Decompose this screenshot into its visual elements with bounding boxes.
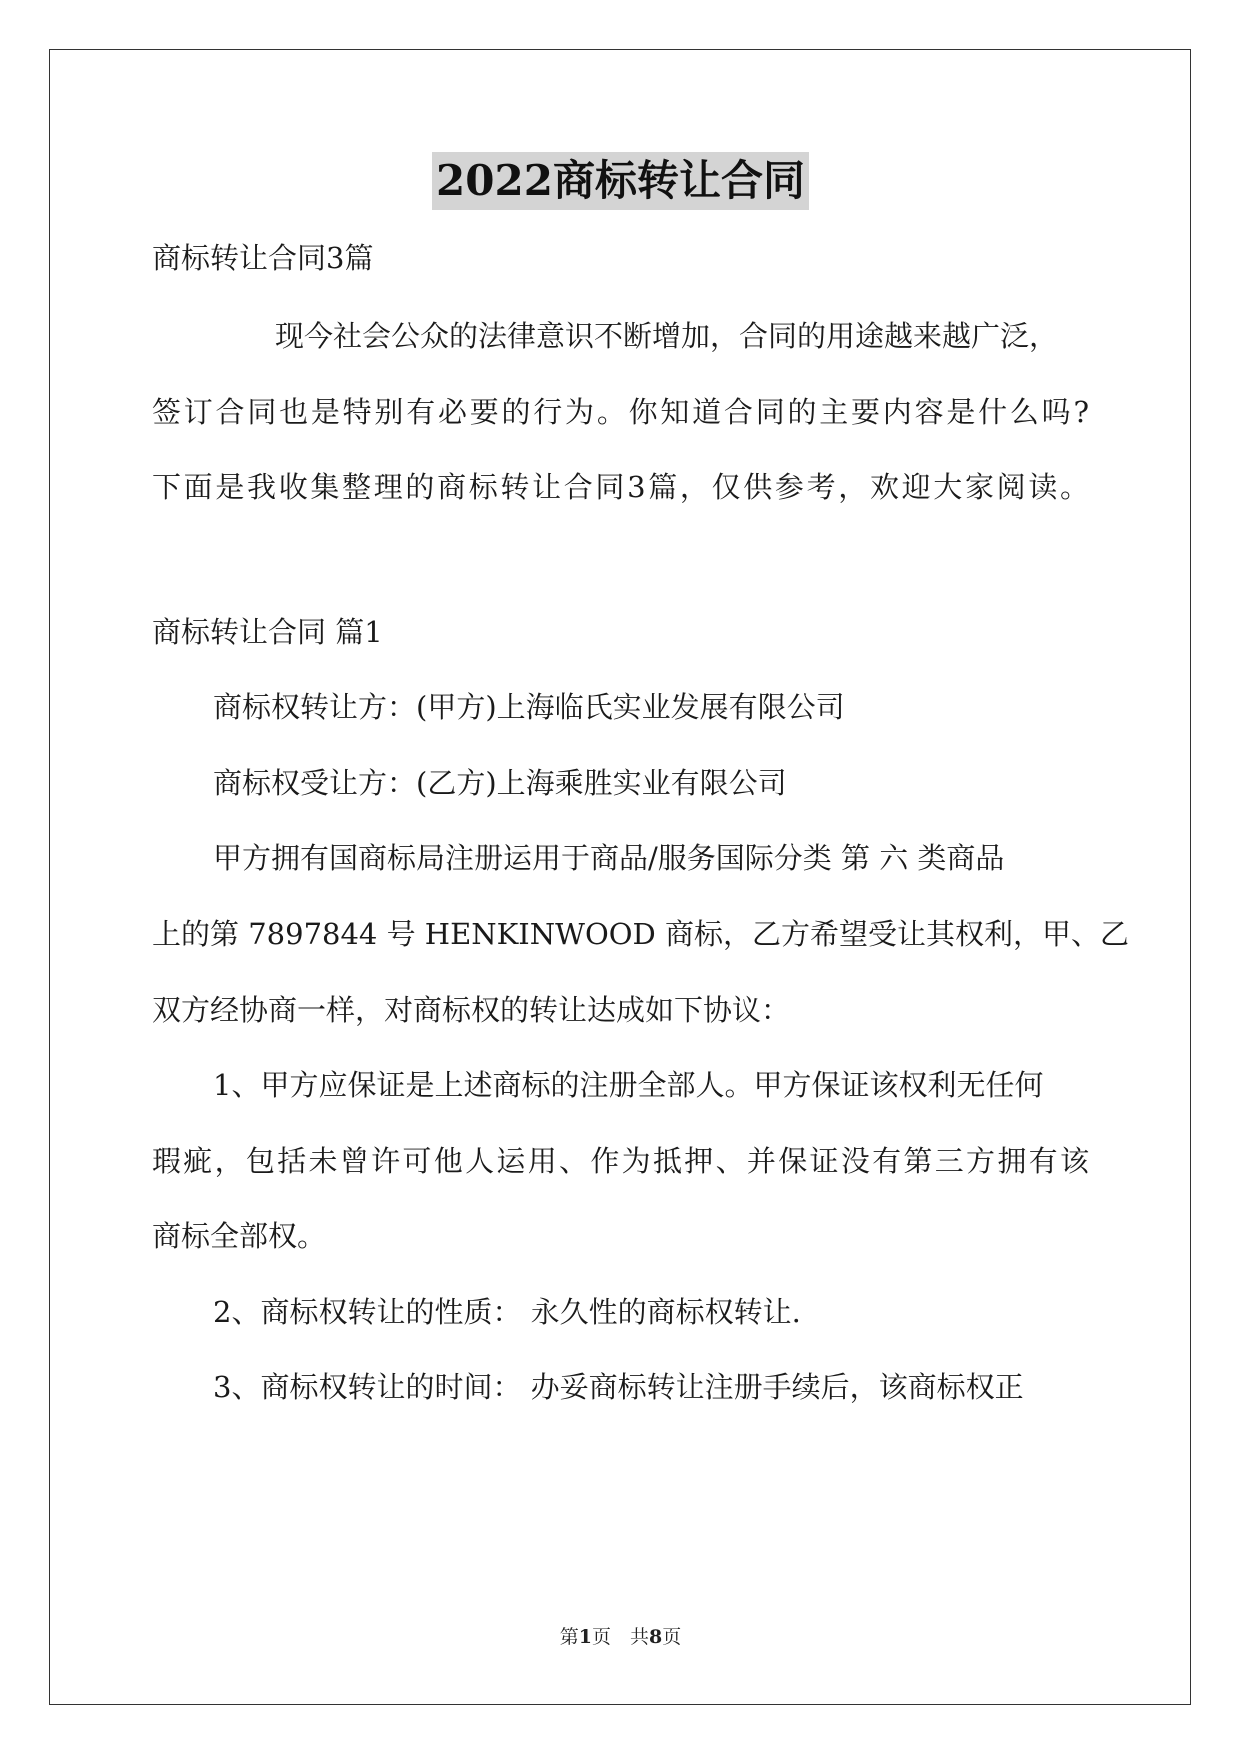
owner-para-line-2: 上的第 7897844 号 HENKINWOOD 商标，乙方希望受让其权利，甲、乙 xyxy=(152,917,1129,951)
intro-line-2: 签订合同也是特别有必要的行为。你知道合同的主要内容是什么吗? xyxy=(152,395,1089,429)
page-footer xyxy=(0,1622,1241,1649)
document-title: 2022商标转让合同 xyxy=(432,152,809,210)
transferor-line: 商标权转让方：(甲方)上海临氏实业发展有限公司 xyxy=(213,690,845,724)
owner-para-line-3: 双方经协商一样，对商标权的转让达成如下协议： xyxy=(152,993,791,1027)
clause-2: 2、商标权转让的性质： 永久性的商标权转让. xyxy=(213,1295,801,1329)
clause-3-line-1: 3、商标权转让的时间： 办妥商标转让注册手续后，该商标权正 xyxy=(213,1370,1024,1404)
footer-page-mid: 页 共 xyxy=(591,1626,649,1648)
intro-line-3: 下面是我收集整理的商标转让合同3篇，仅供参考，欢迎大家阅读。 xyxy=(152,470,1089,504)
title-wrap xyxy=(0,152,1241,210)
owner-para-line-1: 甲方拥有国商标局注册运用于商品/服务国际分类 第 六 类商品 xyxy=(213,841,1005,875)
clause-1-line-1: 1、甲方应保证是上述商标的注册全部人。甲方保证该权利无任何 xyxy=(213,1068,1044,1102)
transferee-line: 商标权受让方：(乙方)上海乘胜实业有限公司 xyxy=(213,766,787,800)
intro-line-1: 现今社会公众的法律意识不断增加，合同的用途越来越广泛， xyxy=(275,319,1059,353)
document-subtitle: 商标转让合同3篇 xyxy=(152,241,374,275)
section-heading: 商标转让合同 篇1 xyxy=(152,615,383,649)
footer-page-current: 1 xyxy=(578,1626,592,1648)
clause-1-line-2: 瑕疵，包括未曾许可他人运用、作为抵押、并保证没有第三方拥有该 xyxy=(152,1144,1089,1178)
clause-1-line-3: 商标全部权。 xyxy=(152,1219,327,1253)
footer-page-prefix: 第 xyxy=(559,1626,579,1648)
footer-page-suffix: 页 xyxy=(662,1626,682,1648)
footer-page-total: 8 xyxy=(649,1626,663,1648)
